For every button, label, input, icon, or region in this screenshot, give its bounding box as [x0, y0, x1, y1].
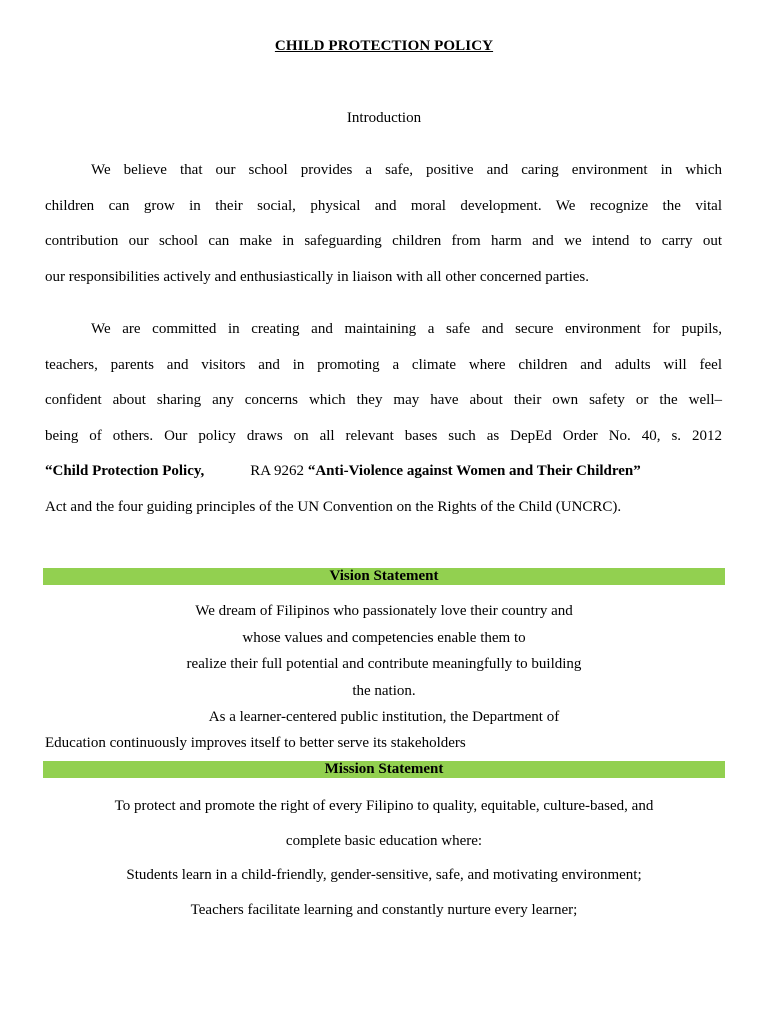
introduction-paragraph-1	[45, 153, 722, 295]
vision-line: As a learner-centered public institution, the Department of	[208, 709, 560, 725]
introduction-paragraph-2	[45, 312, 722, 525]
paragraph-line: teachers, parents and visitors and in promoting a climate where children and adults will feel	[45, 356, 722, 373]
ra-number: RA 9262	[250, 463, 308, 479]
page-title: CHILD PROTECTION POLICY	[274, 38, 494, 54]
mission-line: To protect and promote the right of every Filipino to quality, equitable, culture-based, and	[114, 798, 654, 814]
paragraph-line: We are committed in creating and maintaining a safe and secure environment for pupils,	[91, 321, 722, 337]
paragraph-line: being of others. Our policy draws on all relevant bases such as DepEd Order No. 40, s. 2012	[45, 427, 722, 444]
paragraph-line-references	[45, 454, 722, 490]
mission-line: Teachers facilitate learning and constantly nurture every learner;	[190, 901, 578, 918]
mission-statement-text	[0, 793, 768, 931]
paragraph-line: Act and the four guiding principles of the UN Convention on the Rights of the Child (UNCRC).	[45, 498, 622, 515]
paragraph-line: confident about sharing any concerns which they may have about their own safety or the well–	[45, 392, 722, 408]
mission-statement-heading: Mission Statement	[43, 761, 725, 778]
mission-line: Students learn in a child-friendly, gender-sensitive, safe, and motivating environment;	[126, 867, 642, 883]
paragraph-line: our responsibilities actively and enthusiastically in liaison with all other concerned parties.	[45, 268, 590, 285]
vision-statement-heading: Vision Statement	[43, 568, 725, 585]
child-protection-policy-reference: “Child Protection Policy,	[45, 463, 205, 479]
mission-line: complete basic education where:	[285, 832, 483, 849]
paragraph-line: contribution our school can make in safeguarding children from harm and we intend to carry out	[45, 233, 722, 249]
introduction-heading: Introduction	[346, 110, 422, 126]
paragraph-line: children can grow in their social, physical and moral development. We recognize the vital	[45, 197, 722, 214]
vision-line: whose values and competencies enable them to	[242, 629, 526, 646]
vision-statement-text	[0, 598, 768, 731]
vision-last-line: Education continuously improves itself to better serve its stakeholders	[45, 735, 466, 751]
vision-line: the nation.	[352, 682, 416, 699]
vision-line: realize their full potential and contribute meaningfully to building	[186, 656, 582, 672]
paragraph-line: We believe that our school provides a safe, positive and caring environment in which	[91, 162, 722, 178]
vision-line: We dream of Filipinos who passionately love their country and	[195, 603, 573, 619]
anti-violence-act-reference: “Anti-Violence against Women and Their Children”	[307, 463, 641, 479]
